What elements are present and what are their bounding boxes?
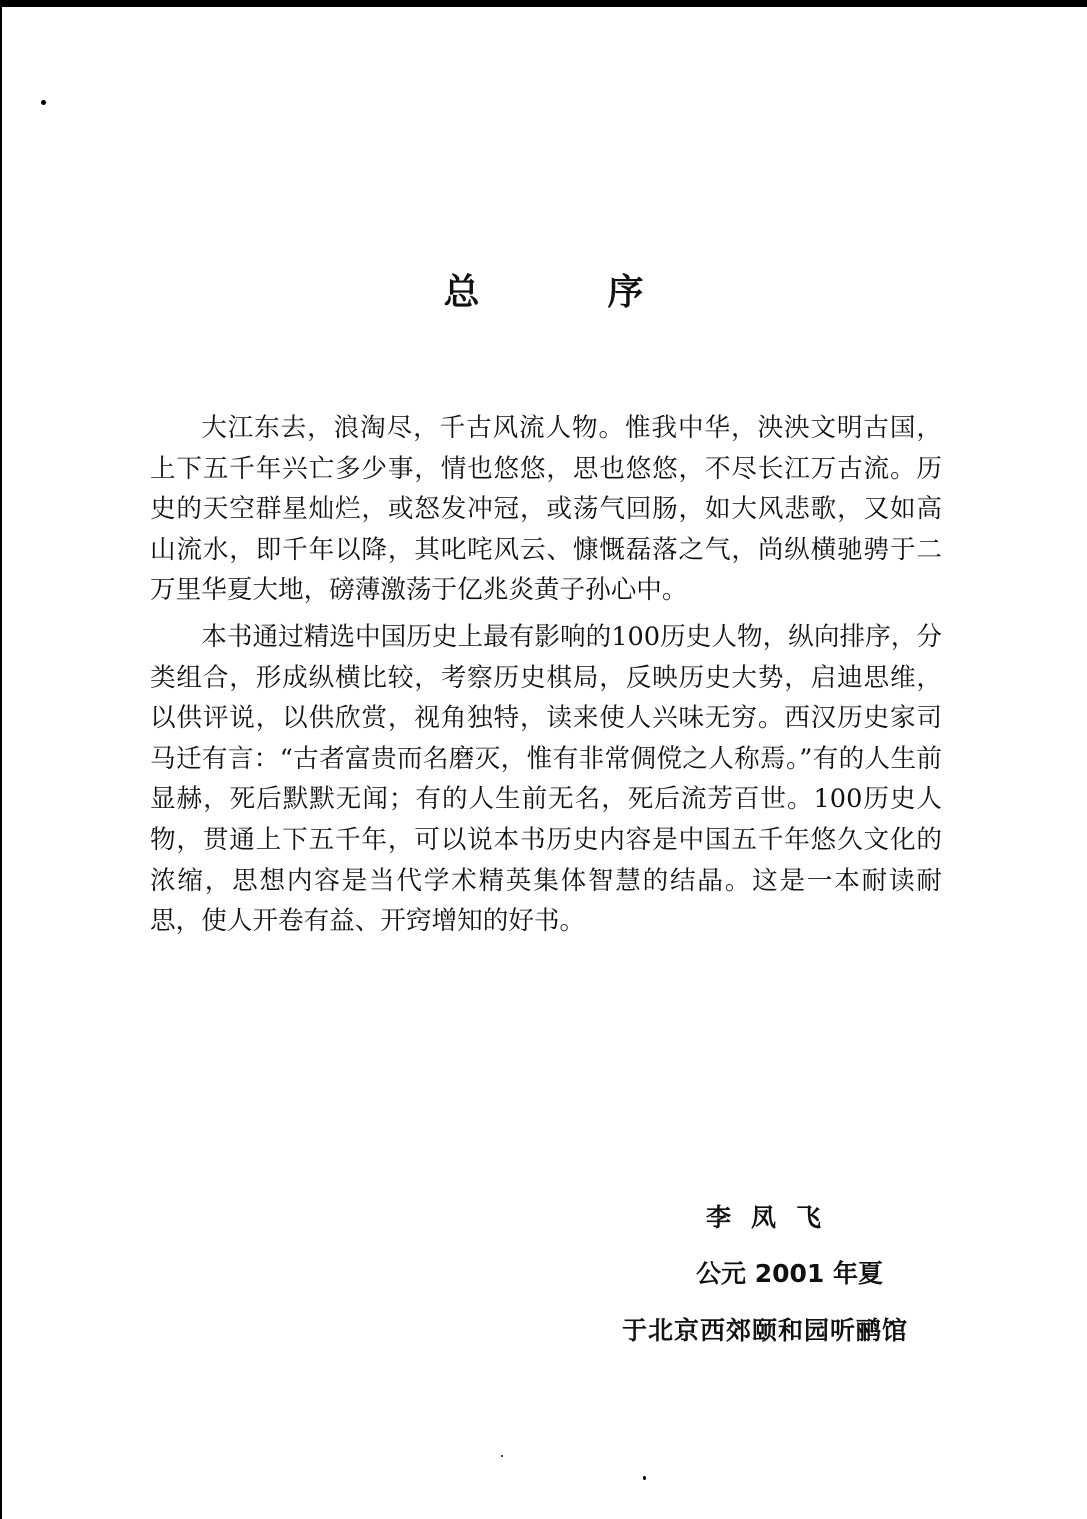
- scan-speck: [643, 1476, 646, 1480]
- title-char: 总: [443, 272, 480, 313]
- scan-speck: [41, 100, 46, 105]
- paragraph: 本书通过精选中国历史上最有影响的100历史人物，纵向排序，分类组合，形成纵横比较，考察历史棋局，反映历史大势，启迪思维，以供评说，以供欣赏，视角独特，读来使人兴味无穷。西汉历史家司马迁有言：“古者富贵而名磨灭，惟有非常倜傥之人称焉。”有的人生前显赫，死后默默无闻；有的人生前无名，死后流芳百世。100历史人物，贯通上下五千年，可以说本书历史内容是中国五千年悠久文化的浓缩，思想内容是当代学术精英集体智慧的结晶。这是一本耐读耐思，使人开卷有益、开窍增知的好书。: [150, 621, 942, 937]
- signature-author: 李凤飞: [706, 1203, 842, 1232]
- paragraph: 大江东去，浪淘尽，千古风流人物。惟我中华，泱泱文明古国，上下五千年兴亡多少事，情也悠悠，思也悠悠，不尽长江万古流。历史的天空群星灿烂，或怒发冲冠，或荡气回肠，如大风悲歌，又如高山流水，即千年以降，其叱咤风云、慷慨磊落之气，尚纵横驰骋于二万里华夏大地，磅薄激荡于亿兆炎黄子孙心中。: [150, 413, 942, 606]
- preface-body: [150, 408, 942, 942]
- signature-date: 公元 2001 年夏: [696, 1259, 883, 1288]
- scan-top-border: [0, 0, 1087, 7]
- scan-speck: [501, 1455, 503, 1457]
- signature-place: 于北京西郊颐和园听鹂馆: [622, 1316, 909, 1345]
- title-char: 序: [607, 272, 644, 313]
- page-title: [0, 268, 1087, 318]
- scan-left-border: [0, 0, 2, 1519]
